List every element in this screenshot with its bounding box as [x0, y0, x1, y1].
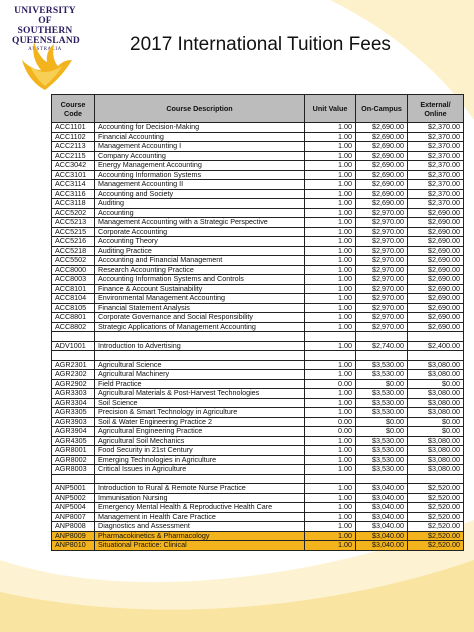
external-online-fee-cell: $3,080.00 [408, 408, 464, 418]
course-description-cell: Field Practice [95, 379, 305, 389]
on-campus-fee-cell: $0.00 [356, 379, 408, 389]
course-description-cell: Pharmacokinetics & Pharmacology [95, 531, 305, 541]
external-online-fee-cell: $2,520.00 [408, 531, 464, 541]
course-description-cell: Soil Science [95, 398, 305, 408]
on-campus-fee-cell: $2,740.00 [356, 341, 408, 351]
table-row [52, 455, 464, 465]
logo-line-2: OF SOUTHERN [17, 16, 73, 36]
table-header-row [52, 95, 464, 123]
table-row [52, 322, 464, 332]
on-campus-fee-cell: $2,970.00 [356, 275, 408, 285]
course-code-cell: ACC8801 [52, 313, 95, 323]
external-online-fee-cell: $2,520.00 [408, 512, 464, 522]
course-description-cell: Auditing Practice [95, 246, 305, 256]
course-code-cell: AGR3305 [52, 408, 95, 418]
table-row [52, 123, 464, 133]
table-row [52, 170, 464, 180]
course-code-cell: ANP8010 [52, 541, 95, 551]
on-campus-fee-cell: $3,530.00 [356, 465, 408, 475]
unit-value-cell: 1.00 [305, 189, 356, 199]
table-body [52, 123, 464, 551]
on-campus-fee-cell: $2,970.00 [356, 284, 408, 294]
unit-value-cell: 1.00 [305, 313, 356, 323]
course-description-cell: Critical Issues in Agriculture [95, 465, 305, 475]
external-online-fee-cell: $3,080.00 [408, 360, 464, 370]
external-online-fee-cell: $2,690.00 [408, 265, 464, 275]
unit-value-cell: 1.00 [305, 503, 356, 513]
unit-value-cell: 1.00 [305, 161, 356, 171]
course-description-cell: Corporate Governance and Social Responsibility [95, 313, 305, 323]
on-campus-fee-cell: $2,970.00 [356, 322, 408, 332]
unit-value-cell: 1.00 [305, 303, 356, 313]
table-row [52, 284, 464, 294]
table-row [52, 503, 464, 513]
external-online-fee-cell: $3,080.00 [408, 436, 464, 446]
course-description-cell: Emergency Mental Health & Reproductive Health Care [95, 503, 305, 513]
on-campus-fee-cell: $3,530.00 [356, 360, 408, 370]
external-online-fee-cell: $2,520.00 [408, 484, 464, 494]
unit-value-cell: 1.00 [305, 446, 356, 456]
external-online-fee-cell: $0.00 [408, 417, 464, 427]
unit-value-cell: 1.00 [305, 237, 356, 247]
table-row [52, 351, 464, 361]
unit-value-cell: 1.00 [305, 360, 356, 370]
unit-value-cell [305, 332, 356, 342]
unit-value-cell: 1.00 [305, 170, 356, 180]
table-row [52, 246, 464, 256]
external-online-fee-cell: $3,080.00 [408, 389, 464, 399]
on-campus-fee-cell: $3,530.00 [356, 446, 408, 456]
external-online-fee-cell: $3,080.00 [408, 370, 464, 380]
table-row [52, 465, 464, 475]
unit-value-cell: 1.00 [305, 132, 356, 142]
table-row [52, 474, 464, 484]
on-campus-fee-cell: $3,530.00 [356, 370, 408, 380]
external-online-fee-cell: $2,520.00 [408, 522, 464, 532]
on-campus-fee-cell: $3,040.00 [356, 484, 408, 494]
course-code-cell: ACC3116 [52, 189, 95, 199]
course-code-cell: AGR3904 [52, 427, 95, 437]
unit-value-cell: 1.00 [305, 275, 356, 285]
col-header-on-campus: On-Campus [356, 95, 408, 123]
external-online-fee-cell: $2,370.00 [408, 170, 464, 180]
course-code-cell: ACC1102 [52, 132, 95, 142]
table-row [52, 189, 464, 199]
table-row [52, 303, 464, 313]
course-code-cell: ACC2115 [52, 151, 95, 161]
external-online-fee-cell [408, 351, 464, 361]
course-code-cell: AGR3303 [52, 389, 95, 399]
on-campus-fee-cell: $3,530.00 [356, 455, 408, 465]
on-campus-fee-cell: $2,970.00 [356, 265, 408, 275]
external-online-fee-cell: $2,520.00 [408, 541, 464, 551]
course-code-cell: ACC1101 [52, 123, 95, 133]
table-row [52, 360, 464, 370]
external-online-fee-cell: $2,690.00 [408, 237, 464, 247]
external-online-fee-cell [408, 474, 464, 484]
unit-value-cell: 1.00 [305, 341, 356, 351]
on-campus-fee-cell: $0.00 [356, 427, 408, 437]
course-description-cell [95, 332, 305, 342]
external-online-fee-cell: $2,690.00 [408, 256, 464, 266]
course-code-cell: AGR3304 [52, 398, 95, 408]
course-description-cell: Management Accounting with a Strategic Perspective [95, 218, 305, 228]
course-description-cell: Auditing [95, 199, 305, 209]
external-online-fee-cell: $2,370.00 [408, 151, 464, 161]
on-campus-fee-cell [356, 351, 408, 361]
table-row [52, 218, 464, 228]
table-row [52, 389, 464, 399]
course-description-cell: Management in Health Care Practice [95, 512, 305, 522]
logo-line-4: AUSTRALIA [28, 47, 62, 52]
table-row [52, 142, 464, 152]
table-row [52, 313, 464, 323]
unit-value-cell: 1.00 [305, 142, 356, 152]
external-online-fee-cell: $3,080.00 [408, 446, 464, 456]
table-row [52, 379, 464, 389]
unit-value-cell: 1.00 [305, 493, 356, 503]
table-row [52, 493, 464, 503]
course-description-cell [95, 474, 305, 484]
external-online-fee-cell: $2,690.00 [408, 284, 464, 294]
university-logo [12, 6, 78, 92]
on-campus-fee-cell: $2,970.00 [356, 313, 408, 323]
external-online-fee-cell: $2,690.00 [408, 294, 464, 304]
external-online-fee-cell: $2,370.00 [408, 189, 464, 199]
on-campus-fee-cell: $2,970.00 [356, 227, 408, 237]
external-online-fee-cell: $2,520.00 [408, 493, 464, 503]
external-online-fee-cell: $2,690.00 [408, 303, 464, 313]
table-row [52, 161, 464, 171]
course-description-cell: Management Accounting II [95, 180, 305, 190]
table-row [52, 199, 464, 209]
col-header-course-description: Course Description [95, 95, 305, 123]
unit-value-cell: 1.00 [305, 408, 356, 418]
external-online-fee-cell: $2,370.00 [408, 142, 464, 152]
on-campus-fee-cell: $2,970.00 [356, 294, 408, 304]
course-description-cell: Management Accounting I [95, 142, 305, 152]
course-code-cell: ANP5001 [52, 484, 95, 494]
course-description-cell: Accounting and Financial Management [95, 256, 305, 266]
table-row [52, 484, 464, 494]
external-online-fee-cell: $3,080.00 [408, 455, 464, 465]
course-code-cell: ACC5502 [52, 256, 95, 266]
course-code-cell: ACC8104 [52, 294, 95, 304]
course-code-cell: AGR3903 [52, 417, 95, 427]
external-online-fee-cell [408, 332, 464, 342]
course-description-cell: Immunisation Nursing [95, 493, 305, 503]
col-header-course-code: Course Code [52, 95, 95, 123]
on-campus-fee-cell: $2,690.00 [356, 199, 408, 209]
on-campus-fee-cell: $2,970.00 [356, 246, 408, 256]
table-row [52, 332, 464, 342]
logo-line-1: UNIVERSITY [14, 6, 76, 16]
course-description-cell: Introduction to Advertising [95, 341, 305, 351]
tuition-fees-table [51, 94, 464, 551]
table-row [52, 512, 464, 522]
table-row [52, 541, 464, 551]
external-online-fee-cell: $0.00 [408, 427, 464, 437]
on-campus-fee-cell: $3,040.00 [356, 512, 408, 522]
course-description-cell: Precision & Smart Technology in Agriculture [95, 408, 305, 418]
on-campus-fee-cell: $2,690.00 [356, 180, 408, 190]
course-description-cell: Agricultural Machinery [95, 370, 305, 380]
on-campus-fee-cell: $2,690.00 [356, 161, 408, 171]
course-code-cell: AGR4305 [52, 436, 95, 446]
course-code-cell: ACC8003 [52, 275, 95, 285]
course-description-cell: Energy Management Accounting [95, 161, 305, 171]
course-code-cell: ACC2113 [52, 142, 95, 152]
unit-value-cell: 1.00 [305, 484, 356, 494]
table-row [52, 531, 464, 541]
on-campus-fee-cell [356, 332, 408, 342]
on-campus-fee-cell: $3,530.00 [356, 436, 408, 446]
course-description-cell: Agricultural Science [95, 360, 305, 370]
on-campus-fee-cell: $2,970.00 [356, 208, 408, 218]
external-online-fee-cell: $2,690.00 [408, 218, 464, 228]
unit-value-cell: 1.00 [305, 256, 356, 266]
unit-value-cell: 1.00 [305, 218, 356, 228]
external-online-fee-cell: $2,370.00 [408, 123, 464, 133]
unit-value-cell: 1.00 [305, 199, 356, 209]
external-online-fee-cell: $3,080.00 [408, 398, 464, 408]
course-description-cell: Financial Accounting [95, 132, 305, 142]
course-description-cell: Accounting and Society [95, 189, 305, 199]
course-code-cell: ACC5202 [52, 208, 95, 218]
on-campus-fee-cell: $3,040.00 [356, 503, 408, 513]
course-description-cell: Accounting for Decision-Making [95, 123, 305, 133]
external-online-fee-cell: $0.00 [408, 379, 464, 389]
unit-value-cell: 0.00 [305, 417, 356, 427]
table-row [52, 132, 464, 142]
course-description-cell: Agricultural Engineering Practice [95, 427, 305, 437]
on-campus-fee-cell: $3,040.00 [356, 493, 408, 503]
course-description-cell: Diagnostics and Assessment [95, 522, 305, 532]
external-online-fee-cell: $3,080.00 [408, 465, 464, 475]
table-row [52, 180, 464, 190]
table-row [52, 370, 464, 380]
unit-value-cell: 1.00 [305, 512, 356, 522]
on-campus-fee-cell: $2,970.00 [356, 218, 408, 228]
external-online-fee-cell: $2,400.00 [408, 341, 464, 351]
course-description-cell: Introduction to Rural & Remote Nurse Practice [95, 484, 305, 494]
course-description-cell: Environmental Management Accounting [95, 294, 305, 304]
on-campus-fee-cell: $2,690.00 [356, 132, 408, 142]
unit-value-cell [305, 474, 356, 484]
external-online-fee-cell: $2,520.00 [408, 503, 464, 513]
table-row [52, 227, 464, 237]
table-row [52, 341, 464, 351]
table-row [52, 446, 464, 456]
unit-value-cell: 1.00 [305, 208, 356, 218]
course-description-cell: Strategic Applications of Management Accounting [95, 322, 305, 332]
course-code-cell: ACC5218 [52, 246, 95, 256]
unit-value-cell: 1.00 [305, 465, 356, 475]
course-code-cell: ANP8007 [52, 512, 95, 522]
course-code-cell: AGR8003 [52, 465, 95, 475]
course-description-cell: Situational Practice: Clinical [95, 541, 305, 551]
course-description-cell: Accounting Theory [95, 237, 305, 247]
table-row [52, 256, 464, 266]
course-description-cell: Finance & Account Sustainability [95, 284, 305, 294]
course-description-cell: Company Accounting [95, 151, 305, 161]
on-campus-fee-cell: $3,530.00 [356, 408, 408, 418]
unit-value-cell: 1.00 [305, 522, 356, 532]
course-description-cell: Accounting [95, 208, 305, 218]
logo-line-3: QUEENSLAND [12, 36, 80, 46]
table-row [52, 265, 464, 275]
table-row [52, 294, 464, 304]
table-row [52, 398, 464, 408]
course-code-cell [52, 332, 95, 342]
course-code-cell: AGR2302 [52, 370, 95, 380]
course-code-cell: ACC8101 [52, 284, 95, 294]
course-code-cell: AGR8002 [52, 455, 95, 465]
on-campus-fee-cell: $2,970.00 [356, 237, 408, 247]
unit-value-cell: 1.00 [305, 398, 356, 408]
course-description-cell: Agricultural Soil Mechanics [95, 436, 305, 446]
course-code-cell [52, 474, 95, 484]
on-campus-fee-cell: $2,690.00 [356, 151, 408, 161]
course-description-cell: Accounting Information Systems and Controls [95, 275, 305, 285]
external-online-fee-cell: $2,690.00 [408, 313, 464, 323]
on-campus-fee-cell: $2,970.00 [356, 256, 408, 266]
unit-value-cell: 1.00 [305, 227, 356, 237]
unit-value-cell: 1.00 [305, 265, 356, 275]
unit-value-cell: 1.00 [305, 322, 356, 332]
unit-value-cell: 1.00 [305, 541, 356, 551]
course-code-cell: ACC8105 [52, 303, 95, 313]
phoenix-emblem-icon [16, 40, 74, 92]
course-code-cell: ANP8008 [52, 522, 95, 532]
external-online-fee-cell: $2,370.00 [408, 199, 464, 209]
unit-value-cell: 1.00 [305, 531, 356, 541]
on-campus-fee-cell: $0.00 [356, 417, 408, 427]
unit-value-cell: 1.00 [305, 436, 356, 446]
on-campus-fee-cell: $2,970.00 [356, 303, 408, 313]
unit-value-cell: 1.00 [305, 455, 356, 465]
unit-value-cell: 1.00 [305, 246, 356, 256]
course-code-cell: ACC5213 [52, 218, 95, 228]
course-code-cell: ACC3042 [52, 161, 95, 171]
external-online-fee-cell: $2,690.00 [408, 275, 464, 285]
course-code-cell: ACC3101 [52, 170, 95, 180]
course-code-cell: ANP8009 [52, 531, 95, 541]
page-title: 2017 International Tuition Fees [130, 34, 391, 55]
on-campus-fee-cell: $2,690.00 [356, 170, 408, 180]
on-campus-fee-cell: $3,040.00 [356, 541, 408, 551]
on-campus-fee-cell: $3,040.00 [356, 522, 408, 532]
on-campus-fee-cell: $2,690.00 [356, 142, 408, 152]
external-online-fee-cell: $2,370.00 [408, 132, 464, 142]
on-campus-fee-cell: $3,040.00 [356, 531, 408, 541]
course-code-cell: ACC5215 [52, 227, 95, 237]
on-campus-fee-cell: $2,690.00 [356, 189, 408, 199]
unit-value-cell: 0.00 [305, 427, 356, 437]
course-code-cell: AGR2301 [52, 360, 95, 370]
course-code-cell: ACC3118 [52, 199, 95, 209]
course-description-cell: Soil & Water Engineering Practice 2 [95, 417, 305, 427]
course-code-cell: ANP5002 [52, 493, 95, 503]
course-code-cell: AGR2902 [52, 379, 95, 389]
table-row [52, 436, 464, 446]
table-row [52, 208, 464, 218]
table-row [52, 427, 464, 437]
unit-value-cell: 1.00 [305, 389, 356, 399]
on-campus-fee-cell: $2,690.00 [356, 123, 408, 133]
course-code-cell: ADV1001 [52, 341, 95, 351]
on-campus-fee-cell [356, 474, 408, 484]
course-code-cell: ANP5004 [52, 503, 95, 513]
course-code-cell: ACC8000 [52, 265, 95, 275]
course-description-cell: Accounting Information Systems [95, 170, 305, 180]
col-header-unit-value: Unit Value [305, 95, 356, 123]
external-online-fee-cell: $2,690.00 [408, 227, 464, 237]
unit-value-cell: 1.00 [305, 151, 356, 161]
on-campus-fee-cell: $3,530.00 [356, 398, 408, 408]
table-row [52, 522, 464, 532]
external-online-fee-cell: $2,690.00 [408, 246, 464, 256]
unit-value-cell: 1.00 [305, 294, 356, 304]
unit-value-cell: 1.00 [305, 284, 356, 294]
course-code-cell: ACC5216 [52, 237, 95, 247]
course-description-cell: Agricultural Materials & Post-Harvest Technologies [95, 389, 305, 399]
unit-value-cell: 1.00 [305, 370, 356, 380]
table-row [52, 417, 464, 427]
unit-value-cell: 0.00 [305, 379, 356, 389]
course-code-cell: ACC8802 [52, 322, 95, 332]
external-online-fee-cell: $2,690.00 [408, 208, 464, 218]
on-campus-fee-cell: $3,530.00 [356, 389, 408, 399]
course-description-cell [95, 351, 305, 361]
external-online-fee-cell: $2,370.00 [408, 180, 464, 190]
course-description-cell: Food Security in 21st Century [95, 446, 305, 456]
course-description-cell: Emerging Technologies in Agriculture [95, 455, 305, 465]
external-online-fee-cell: $2,690.00 [408, 322, 464, 332]
course-code-cell [52, 351, 95, 361]
table-row [52, 151, 464, 161]
course-code-cell: AGR8001 [52, 446, 95, 456]
table-row [52, 275, 464, 285]
table-row [52, 408, 464, 418]
table-row [52, 237, 464, 247]
course-description-cell: Financial Statement Analysis [95, 303, 305, 313]
col-header-external-online: External/ Online [408, 95, 464, 123]
course-description-cell: Research Accounting Practice [95, 265, 305, 275]
external-online-fee-cell: $2,370.00 [408, 161, 464, 171]
unit-value-cell: 1.00 [305, 180, 356, 190]
unit-value-cell: 1.00 [305, 123, 356, 133]
course-code-cell: ACC3114 [52, 180, 95, 190]
unit-value-cell [305, 351, 356, 361]
course-description-cell: Corporate Accounting [95, 227, 305, 237]
